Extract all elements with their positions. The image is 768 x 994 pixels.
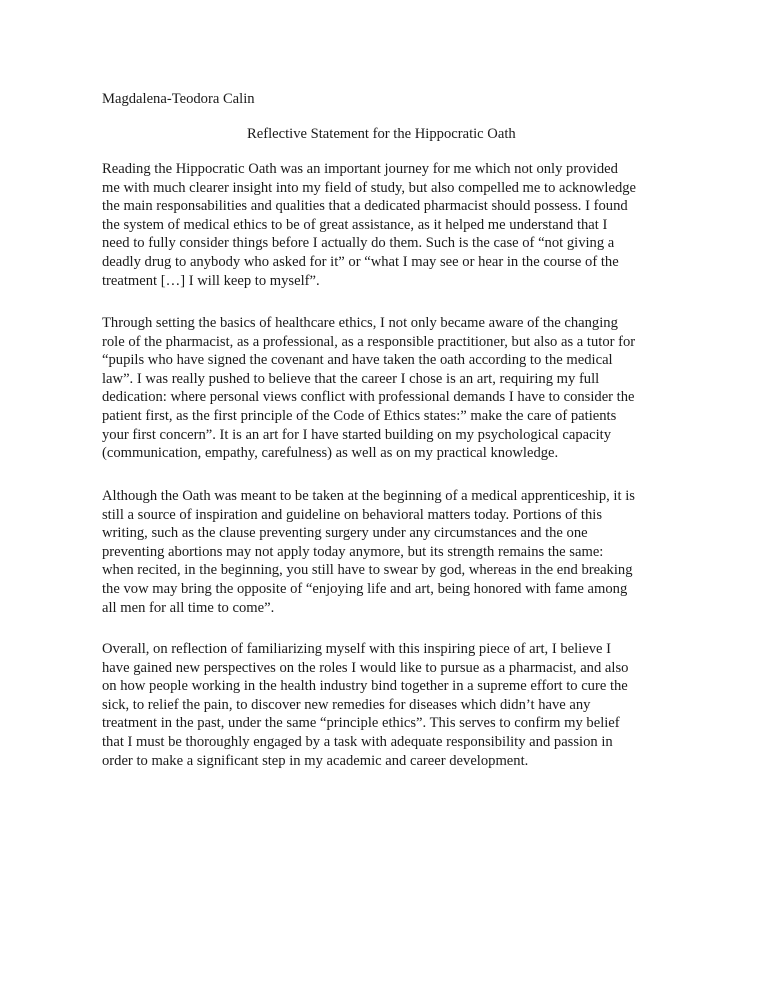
text-line: Although the Oath was meant to be taken at the beginning of a medical apprenticeship, it is	[102, 488, 635, 504]
text-line: your first concern”. It is an art for I have started building on my psychological capacity	[102, 426, 611, 443]
text-line: all men for all time to come”.	[102, 599, 275, 616]
text-line: the system of medical ethics to be of great assistance, as it helped me understand that I	[102, 216, 608, 233]
text-line: need to fully consider things before I actually do them. Such is the case of “not giving a	[102, 235, 615, 252]
text-line: when recited, in the beginning, you still have to swear by god, whereas in the end breaking	[102, 562, 633, 579]
text-line: patient first, as the first principle of the Code of Ethics states:” make the care of patients	[102, 407, 617, 424]
text-line: still a source of inspiration and guideline on behavioral matters today. Portions of this	[102, 506, 603, 523]
paragraph-4	[102, 640, 682, 770]
text-line: Overall, on reflection of familiarizing myself with this inspiring piece of art, I believe I	[102, 641, 611, 657]
text-line: on how people working in the health industry bind together in a supreme effort to cure the	[102, 678, 628, 695]
text-line: Through setting the basics of healthcare ethics, I not only became aware of the changing	[102, 315, 618, 331]
text-line: the main responsabilities and qualities that a dedicated pharmacist should possess. I found	[102, 198, 628, 215]
paragraph-3	[102, 487, 682, 617]
text-line: that I must be thoroughly engaged by a task with adequate responsibility and passion in	[102, 733, 613, 750]
paragraph-1	[102, 160, 682, 290]
text-line: law”. I was really pushed to believe that the career I chose is an art, requiring my full	[102, 370, 600, 387]
text-line: have gained new perspectives on the roles I would like to pursue as a pharmacist, and also	[102, 659, 629, 676]
text-line: role of the pharmacist, as a professional, as a responsible practitioner, but also as a tutor for	[102, 333, 636, 350]
text-line: treatment […] I will keep to myself”.	[102, 272, 320, 289]
text-line: sick, to relief the pain, to discover new remedies for diseases which didn’t have any	[102, 696, 591, 713]
paragraph-2	[102, 314, 682, 463]
text-line: writing, such as the clause preventing surgery under any circumstances and the one	[102, 525, 588, 542]
text-line: the vow may bring the opposite of “enjoying life and art, being honored with fame among	[102, 580, 628, 597]
text-line: dedication: where personal views conflict with professional demands I have to consider the	[102, 389, 635, 406]
text-line: me with much clearer insight into my field of study, but also compelled me to acknowledge	[102, 179, 637, 196]
text-line: “pupils who have signed the covenant and have taken the oath according to the medical	[102, 352, 613, 369]
document-title: Reflective Statement for the Hippocratic Oath	[247, 126, 516, 142]
text-line: (communication, empathy, carefulness) as well as on my practical knowledge.	[102, 445, 559, 462]
author-name: Magdalena-Teodora Calin	[102, 91, 255, 107]
text-line: preventing abortions may not apply today anymore, but its strength remains the same:	[102, 543, 604, 560]
text-line: order to make a significant step in my academic and career development.	[102, 752, 529, 769]
text-line: treatment in the past, under the same “principle ethics”. This serves to confirm my belief	[102, 715, 620, 732]
text-line: deadly drug to anybody who asked for it” or “what I may see or hear in the course of the	[102, 253, 619, 270]
text-line: Reading the Hippocratic Oath was an important journey for me which not only provided	[102, 161, 618, 177]
